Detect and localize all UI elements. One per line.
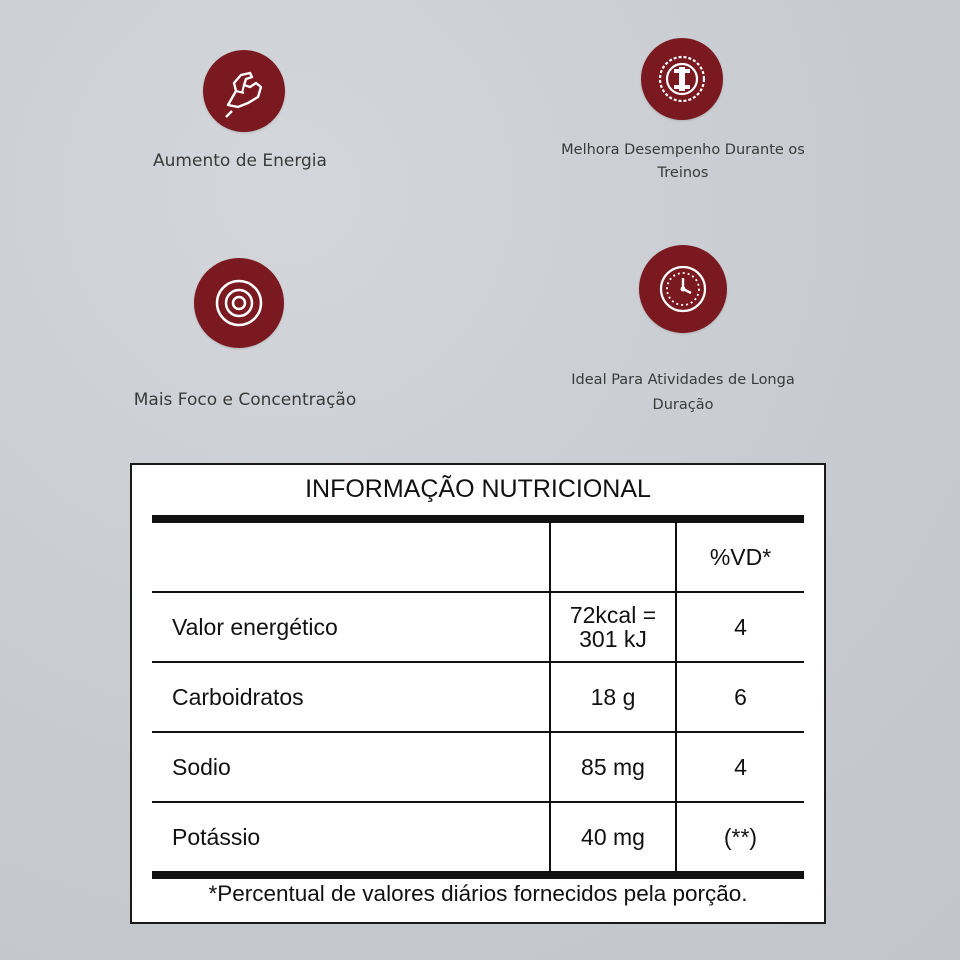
- nutrient-name: Sodio: [152, 732, 550, 802]
- table-header-row: [152, 519, 804, 592]
- nutrient-amount: [550, 592, 676, 662]
- stopwatch-icon: [653, 259, 713, 319]
- duration-badge: [639, 245, 727, 333]
- nutrient-name: Valor energético: [152, 592, 550, 662]
- nutrient-vd: 4: [676, 592, 804, 662]
- nutrient-vd: (**): [723, 823, 758, 850]
- nutrient-amount-line1: 72kcal =: [569, 602, 657, 628]
- feature-label-duration-line2: Duração: [652, 397, 714, 413]
- nutrient-amount-line2: 301 kJ: [579, 626, 647, 652]
- table-row: [152, 662, 804, 732]
- feature-label-energy: Aumento de Energia: [153, 151, 327, 171]
- target-icon: [209, 273, 269, 333]
- performance-badge: [641, 38, 723, 120]
- feature-label-focus: Mais Foco e Concentração: [133, 390, 357, 410]
- nutrient-amount: 40 mg: [550, 802, 676, 875]
- table-row: [152, 592, 804, 662]
- nutrient-name: Potássio: [152, 802, 550, 875]
- energy-badge: [203, 50, 285, 132]
- table-row: [152, 802, 804, 875]
- nutrient-amount: 85 mg: [550, 732, 676, 802]
- flexed-arm-icon: [214, 61, 274, 121]
- header-vd-cell: %VD*: [676, 519, 804, 592]
- dumbbell-gauge-icon: [652, 49, 712, 109]
- nutrition-facts-panel: [130, 463, 826, 924]
- header-nutrient-cell: [152, 519, 550, 592]
- nutrient-name: Carboidratos: [152, 662, 550, 732]
- feature-label-performance-line2: Treinos: [657, 165, 709, 181]
- header-amount-cell: [550, 519, 676, 592]
- nutrient-vd: 6: [676, 662, 804, 732]
- nutrient-vd: 4: [676, 732, 804, 802]
- table-row: [152, 732, 804, 802]
- nutrition-footnote: *Percentual de valores diários fornecidos pela porção.: [208, 881, 748, 906]
- focus-badge: [194, 258, 284, 348]
- feature-label-performance: [530, 139, 836, 185]
- nutrition-table: [152, 515, 804, 879]
- feature-label-duration: [530, 368, 836, 418]
- feature-label-performance-line1: Melhora Desempenho Durante os: [561, 142, 805, 158]
- feature-label-duration-line1: Ideal Para Atividades de Longa: [571, 372, 795, 388]
- nutrient-amount: 18 g: [550, 662, 676, 732]
- nutrition-title: INFORMAÇÃO NUTRICIONAL: [305, 475, 651, 503]
